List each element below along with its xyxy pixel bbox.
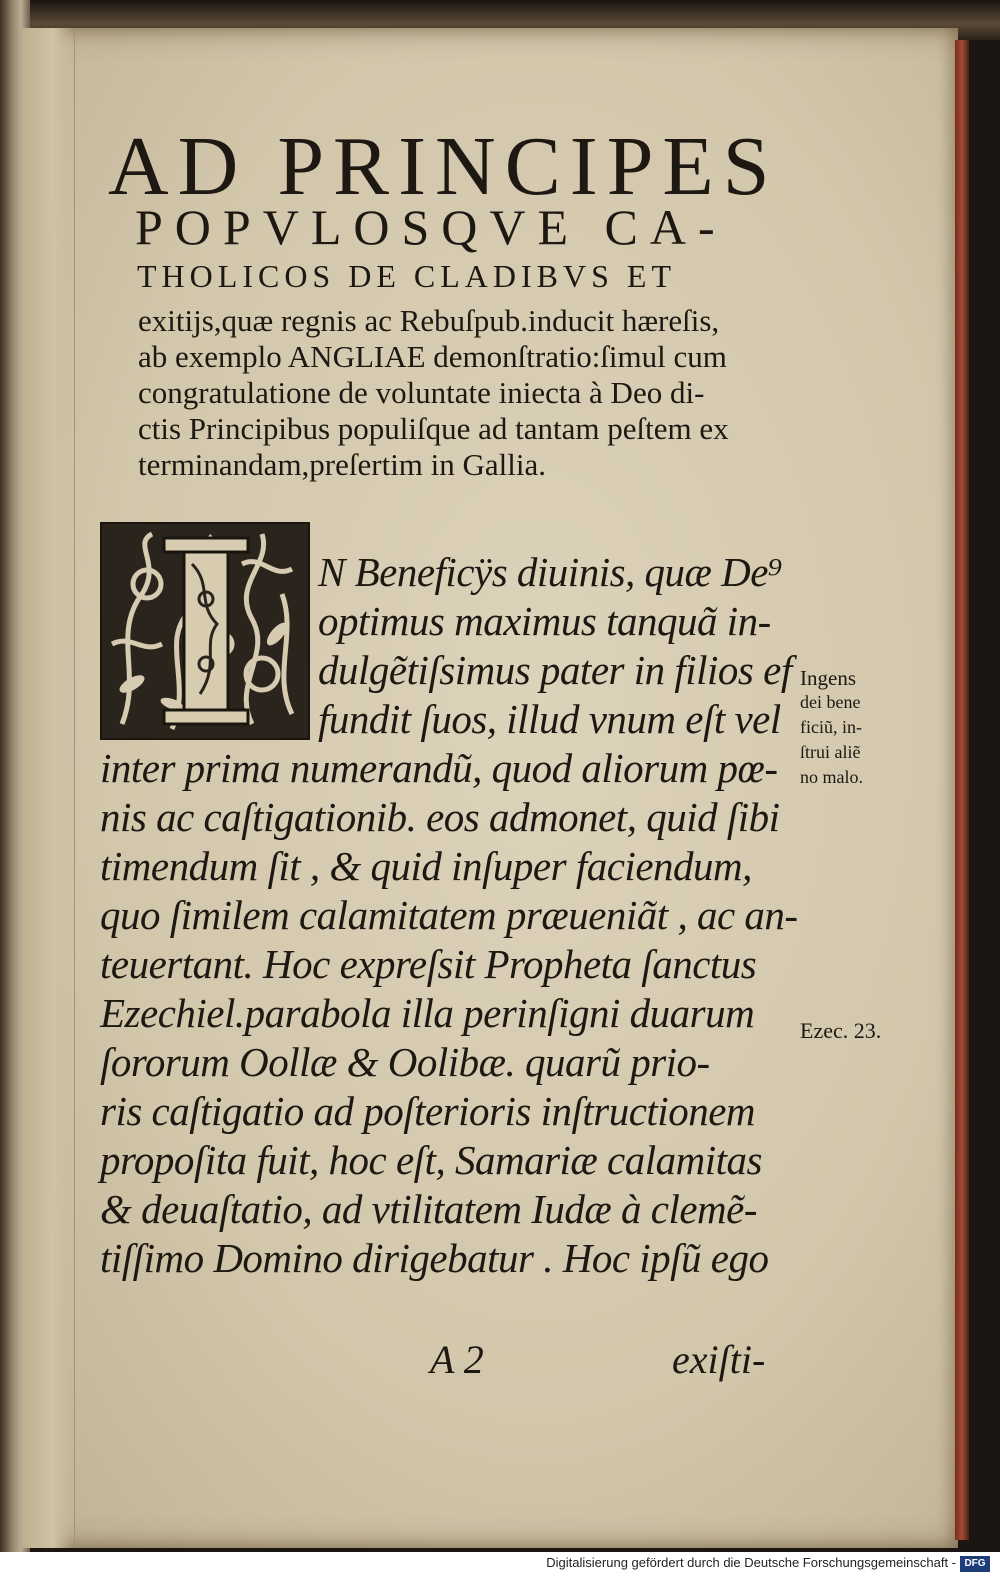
body-line: ris caſtigatio ad poſterioris inſtructionem xyxy=(100,1088,755,1134)
body-line: N Beneficÿs diuinis, quæ De⁹ xyxy=(318,549,782,595)
decorated-initial-i xyxy=(100,522,310,740)
marginal-note-reference: Ezec. 23. xyxy=(800,1018,882,1043)
foliage-ornament-icon xyxy=(102,524,308,738)
subtitle-line: exitijs,quæ regnis ac Rebuſpub.inducit hæreſis, xyxy=(138,303,720,338)
marginal-note-line: Ingens xyxy=(800,666,856,690)
body-line: inter prima numerandũ, quod aliorum pœ- xyxy=(100,745,778,791)
dfg-logo: DFG xyxy=(960,1556,990,1572)
body-line: fundit ſuos, illud vnum eſt vel xyxy=(318,696,781,742)
body-line: & deuaſtatio, ad vtilitatem Iudæ à clemẽ- xyxy=(100,1186,758,1232)
body-line: ſororum Oollæ & Oolibæ. quarũ prio- xyxy=(100,1039,710,1085)
body-line: dulgẽtiſsimus pater in filios ef xyxy=(318,647,792,693)
subtitle-line: ab exemplo ANGLIAE demonſtratio:ſimul cum xyxy=(138,339,727,374)
marginal-note-line: ficiũ, in- xyxy=(800,717,862,737)
body-line: quo ſimilem calamitatem præueniãt , ac an- xyxy=(100,892,798,938)
marginal-note-line: no malo. xyxy=(800,767,863,787)
body-line: propoſita fuit, hoc eſt, Samariæ calamitas xyxy=(100,1137,762,1183)
subtitle-line: terminandam,preſertim in Gallia. xyxy=(138,447,547,482)
catchword: exiſti- xyxy=(672,1337,766,1382)
subtitle-line: congratulatione de voluntate iniecta à Deo di- xyxy=(138,375,705,410)
signature-mark: A 2 xyxy=(430,1337,484,1382)
title-line-2: POPVLOSQVE CA- xyxy=(135,199,727,255)
marginal-note-line: ſtrui aliẽ xyxy=(800,742,861,762)
digitization-credit: Digitalisierung gefördert durch die Deutsche Forschungsgemeinschaft - xyxy=(546,1555,956,1570)
page-fore-edge xyxy=(955,40,969,1540)
body-line: Ezechiel.parabola illa perinſigni duarum xyxy=(100,990,755,1036)
body-line: timendum ſit , & quid inſuper faciendum, xyxy=(100,843,752,889)
body-line: teuertant. Hoc expreſsit Propheta ſanctus xyxy=(100,941,757,987)
title-line-1: AD PRINCIPES xyxy=(108,120,779,213)
marginal-note-line: dei bene xyxy=(800,692,861,712)
page-gutter xyxy=(22,28,75,1548)
subtitle-line: ctis Principibus populiſque ad tantam peſtem ex xyxy=(138,411,729,446)
body-line: tiſſimo Domino dirigebatur . Hoc ipſũ ego xyxy=(100,1235,769,1281)
title-line-3: THOLICOS DE CLADIBVS ET xyxy=(137,258,676,294)
body-line: nis ac caſtigationib. eos admonet, quid ſibi xyxy=(100,794,780,840)
body-line: optimus maximus tanquã in- xyxy=(318,598,771,644)
